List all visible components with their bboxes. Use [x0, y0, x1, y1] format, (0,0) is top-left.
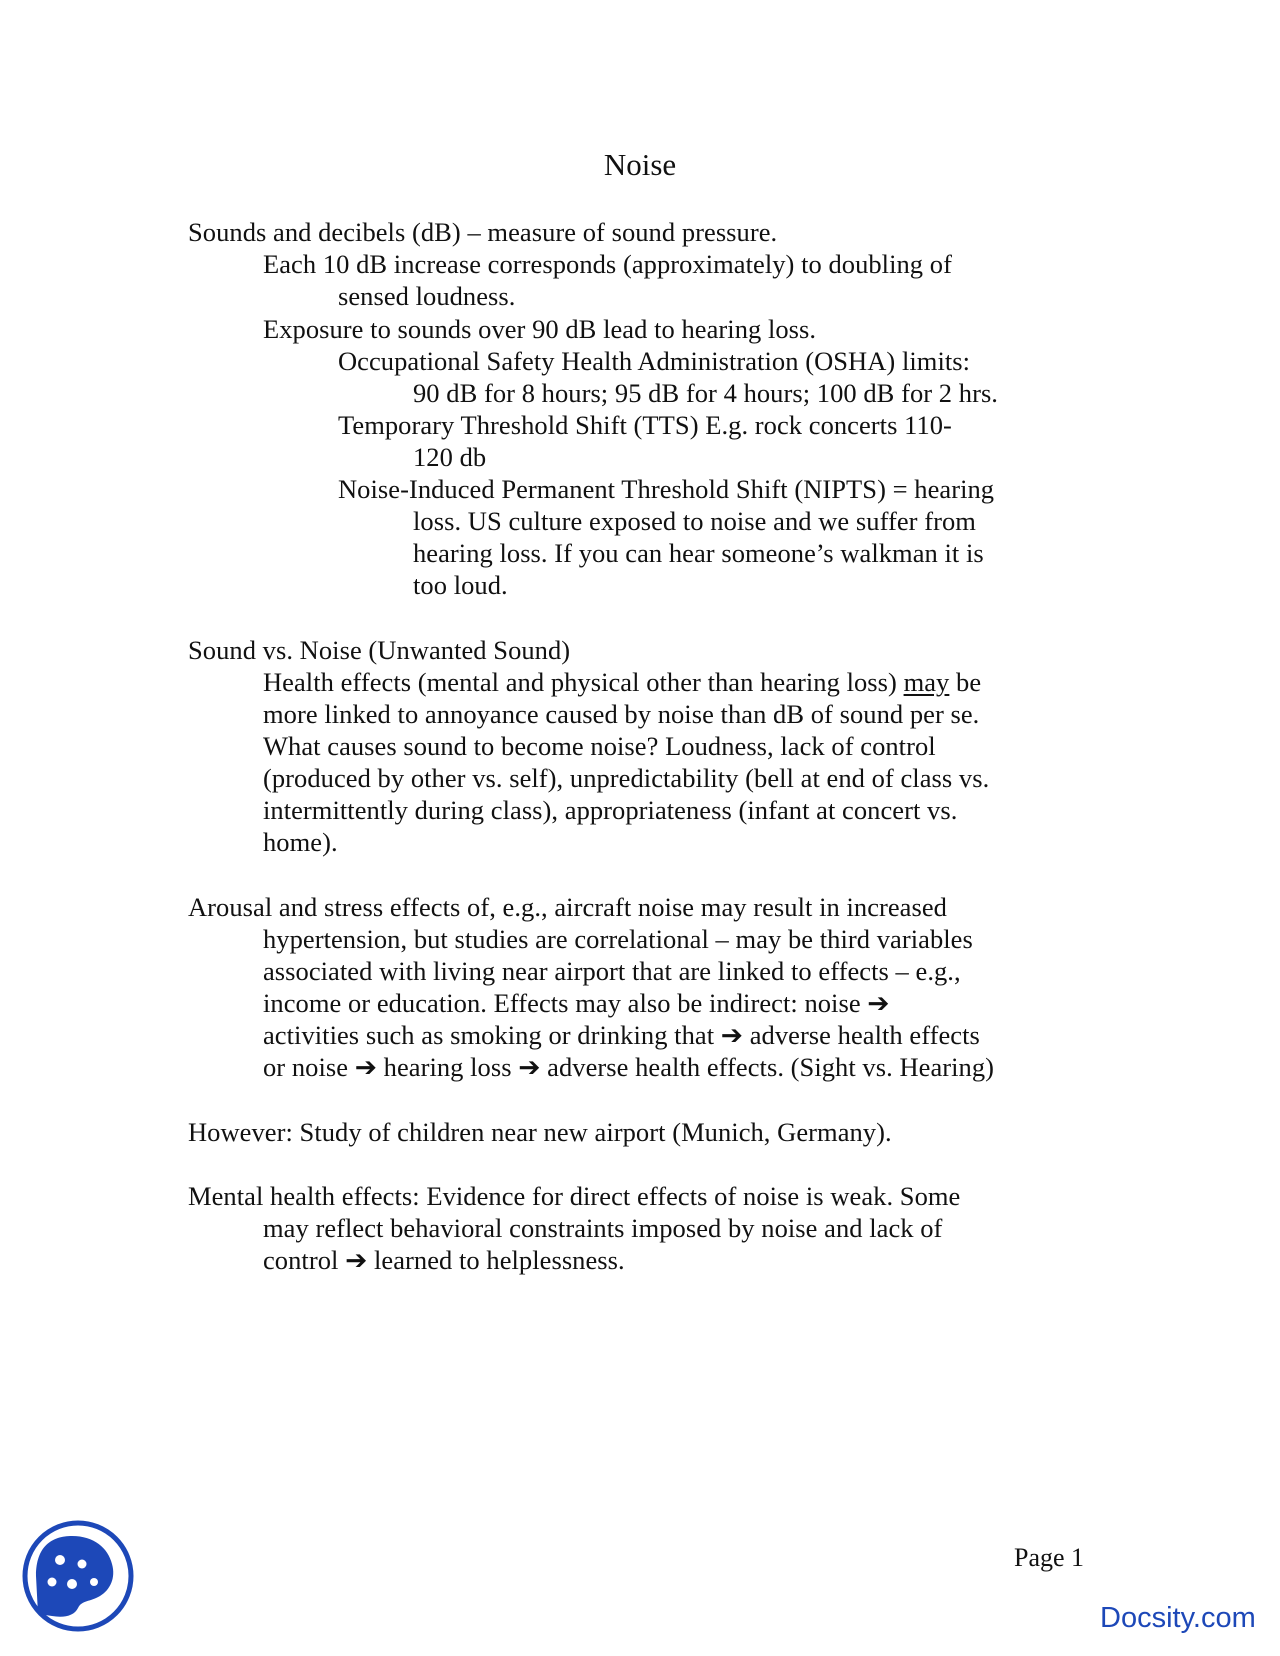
text-line: intermittently during class), appropriateness (infant at concert vs.: [263, 795, 958, 825]
text-line: Occupational Safety Health Administration (OSHA) limits:: [338, 346, 971, 376]
text-line: 120 db: [413, 442, 487, 472]
text-line: Exposure to sounds over 90 dB lead to hearing loss.: [263, 314, 817, 344]
brand-link[interactable]: Docsity.com: [1100, 1602, 1256, 1634]
text-line: [263, 666, 981, 699]
docsity-logo-icon: [22, 1520, 134, 1632]
text-line: income or education. Effects may also be indirect: noise ➔: [263, 988, 890, 1018]
text-line: loss. US culture exposed to noise and we suffer from: [413, 506, 976, 536]
text-line: Noise-Induced Permanent Threshold Shift (NIPTS) = hearing: [338, 474, 995, 504]
text-line: Mental health effects: Evidence for direct effects of noise is weak. Some: [188, 1181, 961, 1211]
section-heading: Sound vs. Noise (Unwanted Sound): [188, 635, 571, 665]
text-line: Each 10 dB increase corresponds (approximately) to doubling of: [263, 249, 952, 279]
text-line: or noise ➔ hearing loss ➔ adverse health effects. (Sight vs. Hearing): [263, 1052, 995, 1082]
text-line: home).: [263, 827, 338, 857]
text-line: Temporary Threshold Shift (TTS) E.g. rock concerts 110-: [338, 410, 952, 440]
text-line: may reflect behavioral constraints imposed by noise and lack of: [263, 1213, 943, 1243]
text-line: Sounds and decibels (dB) – measure of sound pressure.: [188, 217, 778, 247]
underlined-word: may: [903, 667, 950, 697]
text-line: (produced by other vs. self), unpredictability (bell at end of class vs.: [263, 763, 990, 793]
text-line: What causes sound to become noise? Loudness, lack of control: [263, 731, 936, 761]
text-line: more linked to annoyance caused by noise than dB of sound per se.: [263, 699, 980, 729]
text-line: associated with living near airport that are linked to effects – e.g.,: [263, 956, 961, 986]
text-line: Arousal and stress effects of, e.g., aircraft noise may result in increased: [188, 892, 947, 922]
text-line: However: Study of children near new airport (Munich, Germany).: [188, 1117, 892, 1147]
text-line: activities such as smoking or drinking that ➔ adverse health effects: [263, 1020, 980, 1050]
text-fragment: be: [956, 667, 982, 697]
page-title: Noise: [603, 147, 677, 182]
page-number: Page 1: [1014, 1543, 1085, 1572]
text-fragment: Health effects (mental and physical other than hearing loss): [263, 667, 897, 697]
text-line: sensed loudness.: [338, 281, 516, 311]
text-line: hypertension, but studies are correlational – may be third variables: [263, 924, 973, 954]
text-line: 90 dB for 8 hours; 95 dB for 4 hours; 100 dB for 2 hrs.: [413, 378, 998, 408]
text-line: hearing loss. If you can hear someone’s walkman it is: [413, 538, 984, 568]
text-line: control ➔ learned to helplessness.: [263, 1245, 625, 1275]
text-line: too loud.: [413, 570, 508, 600]
